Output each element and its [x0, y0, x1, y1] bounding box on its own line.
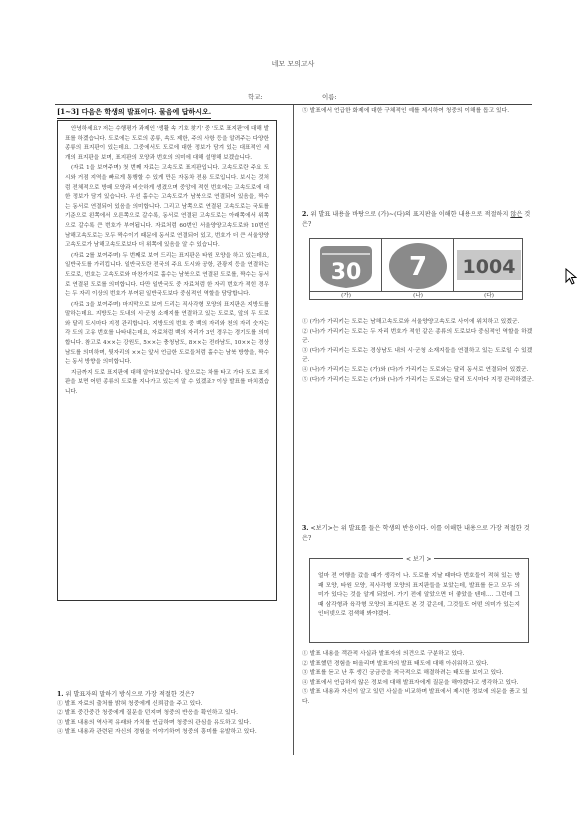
sign-table — [309, 238, 523, 300]
national-road-oval-icon — [382, 239, 454, 291]
sign-caption-row — [310, 291, 522, 301]
option-3[interactable]: ③ 발표 내용의 역사적 유래와 가치를 언급하며 청중의 관심을 유도하고 있다. — [57, 719, 252, 726]
question-text: 위 발표 내용을 바탕으로 (가)~(다)의 표지판을 이해한 내용으로 적절하지 — [310, 211, 511, 218]
passage-paragraph: (자료 2를 보여주며) 두 번째로 보여 드리는 표지판은 타원 모양을 하고 있는데요, 일반국도를 가리킵니다. 일반국도란 전국의 주요 도시와 공항, 관광지 등을 연결하는 도로로, 번호는 고속도로와 마찬가지로 홀수는 남북으로 연결된 도로를, 짝수는 동서로 연결된 도로를 의미합니다. 다만 일반국도 중 자료처럼 한 자리 번호가 적힌 경우는 두 자리 이상의 번호가 부여된 일반국도보다 중심적인 역할을 담당합니다. — [65, 252, 269, 298]
question-text: <보기>는 위 발표를 들은 학생의 반응이다. 이를 이해한 내용으로 가장 적절한 것은? — [302, 525, 530, 542]
sign-caption: (나) — [413, 293, 423, 299]
sign-cell-da — [454, 239, 524, 291]
exam-title: 네모 모의고사 — [271, 60, 315, 68]
option-5[interactable]: ⑤ 발표 내용과 자신이 알고 있던 사실을 비교하며 발표에서 제시한 정보에 의문을 품고 있다. — [302, 689, 528, 705]
question-number: 3. — [302, 525, 309, 532]
column-divider — [293, 105, 294, 755]
passage-paragraph: 지금까지 도로 표지판에 대해 알아보았습니다. 앞으로는 차를 타고 가다 도로 표지판을 보면 어떤 종류의 도로를 지나가고 있는지 알 수 있겠죠? 이상 발표를 마치겠습니다. — [65, 369, 269, 396]
passage-paragraph: (자료 3을 보여주며) 마지막으로 보여 드리는 직사각형 모양의 표지판은 지방도를 말하는데요. 지방도는 도내의 시·군청 소재지를 연결하고 있는 도로로, 앞의 두 도로와 달리 도시마다 지정 관리합니다. 지방도의 번호 중 백의 자리와 천의 자리 숫자는 각 도의 고유 번호를 나타내는데요, 자료처럼 백의 자리가 3인 경우는 경기도를 의미합니다. 참고로 4××는 강원도, 5××는 충청남도, 8××는 전라남도, 10××는 경상남도를 의미하며, 뒷자리의 ××는 앞서 언급한 도로들처럼 홀수는 남북 방향을, 짝수는 동서 방향을 의미합니다. — [65, 301, 269, 366]
question-text: 위 발표자의 말하기 방식으로 가장 적절한 것은? — [65, 691, 195, 698]
option-5[interactable]: ⑤ 발표에서 언급한 화제에 대한 구체적인 예를 제시하여 청중의 이해를 돕고 있다. — [302, 108, 510, 114]
passage-box — [57, 120, 277, 601]
option-1[interactable]: ① 발표 자료의 출처를 밝혀 청중에게 신뢰감을 주고 있다. — [57, 700, 203, 707]
sign-number: 1004 — [462, 256, 516, 278]
option-5[interactable]: ⑤ (다)가 가리키는 도로는 (가)와 (나)가 가리키는 도로와는 달리 도시마다 지정 관리하겠군. — [302, 376, 534, 383]
option-4[interactable]: ④ 발표 내용과 관련된 자신의 경험을 이야기하여 청중의 흥미를 유발하고 있다. — [57, 729, 257, 736]
option-1[interactable]: ① (가)가 가리키는 도로는 남해고속도로와 서울양양고속도로 사이에 위치하고 있겠군. — [302, 319, 520, 325]
mouse-cursor-icon — [565, 268, 577, 286]
option-3[interactable]: ③ 발표를 듣고 난 후 생긴 궁금증을 적극적으로 해결하려는 태도를 보이고 있다. — [302, 670, 504, 677]
passage-paragraph: 안녕하세요? 저는 수행평가 과제인 '생활 속 기호 찾기' 중 '도로 표지판'에 대해 발표를 하겠습니다. 도로에는 도로의 종류, 속도 제한, 주의 사항 등을 알려주는 다양한 종류의 표지판이 있는데요. 그중에서도 도로에 대한 정보가 담겨 있는 대표적인 세 개의 표지판을 보며, 표지판의 모양과 번호의 의미에 대해 설명해 보겠습니다. — [65, 126, 269, 161]
option-2[interactable]: ② 발표 중간중간 청중에게 질문을 던지며 청중의 반응을 확인하고 있다. — [57, 710, 239, 717]
expressway-shield-icon — [310, 239, 382, 291]
option-2[interactable]: ② 발표했던 경험을 떠올리며 발표자의 발표 태도에 대해 아쉬워하고 있다. — [302, 660, 489, 667]
option-1[interactable]: ① 발표 내용을 객관적 사실과 발표자의 의견으로 구분하고 있다. — [302, 651, 465, 657]
question-number: 1. — [57, 691, 64, 698]
school-label: 학교: — [248, 93, 263, 101]
bogi-box: 얼마 전 여행을 갔을 때가 생각이 나. 도로를 지날 때마다 번호들이 적혀 있는 방패 모양, 타원 모양, 직사각형 모양의 표지판들을 보았는데, 발표를 듣고 모두 의미가 있다는 것을 알게 되었어. 가기 전에 알았으면 더 좋았을 텐데…. 그런데 그때 삼각형과 육각형 모양의 표지판도 본 것 같은데, 그것들도 어떤 의미가 있는지 인터넷으로 검색해 봐야겠어. — [309, 558, 529, 643]
question-3-options — [302, 650, 534, 708]
question-3-prompt — [302, 524, 534, 543]
option-3[interactable]: ③ (다)가 가리키는 도로는 경상남도 내의 시·군청 소재지들을 연결하고 있는 도로일 수 있겠군. — [302, 347, 533, 364]
sign-cell-ga — [310, 239, 382, 291]
option-4[interactable]: ④ (나)가 가리키는 도로는 (가)와 (다)가 가리키는 도로와는 달리 동서로 연결되어 있겠군. — [302, 366, 529, 373]
question-text-end: 것은? — [302, 211, 531, 228]
sign-caption: (가) — [341, 293, 351, 299]
section-heading: [1~3] 다음은 학생의 발표이다. 물음에 답하시오. — [57, 107, 211, 119]
question-1 — [57, 690, 285, 738]
sign-number: 7 — [408, 252, 428, 282]
question-2-prompt — [302, 210, 534, 229]
option-2[interactable]: ② (나)가 가리키는 도로는 두 자리 번호가 적힌 같은 종류의 도로보다 중심적인 역할을 하겠군. — [302, 328, 533, 345]
option-4[interactable]: ④ 발표에서 언급하지 않은 정보에 대해 발표자에게 질문을 해야겠다고 생각하고 있다. — [302, 679, 519, 686]
question-2-options — [302, 318, 534, 385]
sign-cell-na — [382, 239, 454, 291]
question-1-prompt — [57, 690, 285, 700]
local-road-rectangle-icon — [454, 239, 524, 291]
sign-caption: (다) — [484, 293, 494, 299]
question-number: 2. — [302, 211, 309, 218]
question-emphasis: 않은 — [510, 211, 523, 218]
bogi-label: < 보기 > — [403, 554, 434, 563]
sign-number: 30 — [330, 260, 362, 285]
name-label: 이름: — [322, 93, 337, 101]
passage-paragraph: (자료 1을 보여주며) 첫 번째 자료는 고속도로 표지판입니다. 고속도로란 주요 도시와 거점 지역을 빠르게 통행할 수 있게 만든 자동차 전용 도로입니다. 보시는 것처럼 전체적으로 방패 모양과 비슷하게 생겼으며 중앙에 적힌 번호에는 고속도로에 대한 정보가 담겨 있습니다. 우선 홀수는 고속도로가 남북으로 연결되어 있음을, 짝수는 동서로 연결되어 있음을 의미합니다. 그리고 남쪽으로 연결된 고속도로는 국토를 기준으로 왼쪽에서 오른쪽으로 갈수록, 동서로 연결된 고속도로는 아래쪽에서 위쪽으로 갈수록 큰 번호가 부여됩니다. 자료처럼 60번인 서울양양고속도로와 10번인 남해고속도로는 모두 짝수이기 때문에 동서로 연결되어 있고, 번호가 더 큰 서울양양고속도로가 남해고속도로보다 더 위쪽에 있음을 알 수 있습니다. — [65, 165, 269, 249]
